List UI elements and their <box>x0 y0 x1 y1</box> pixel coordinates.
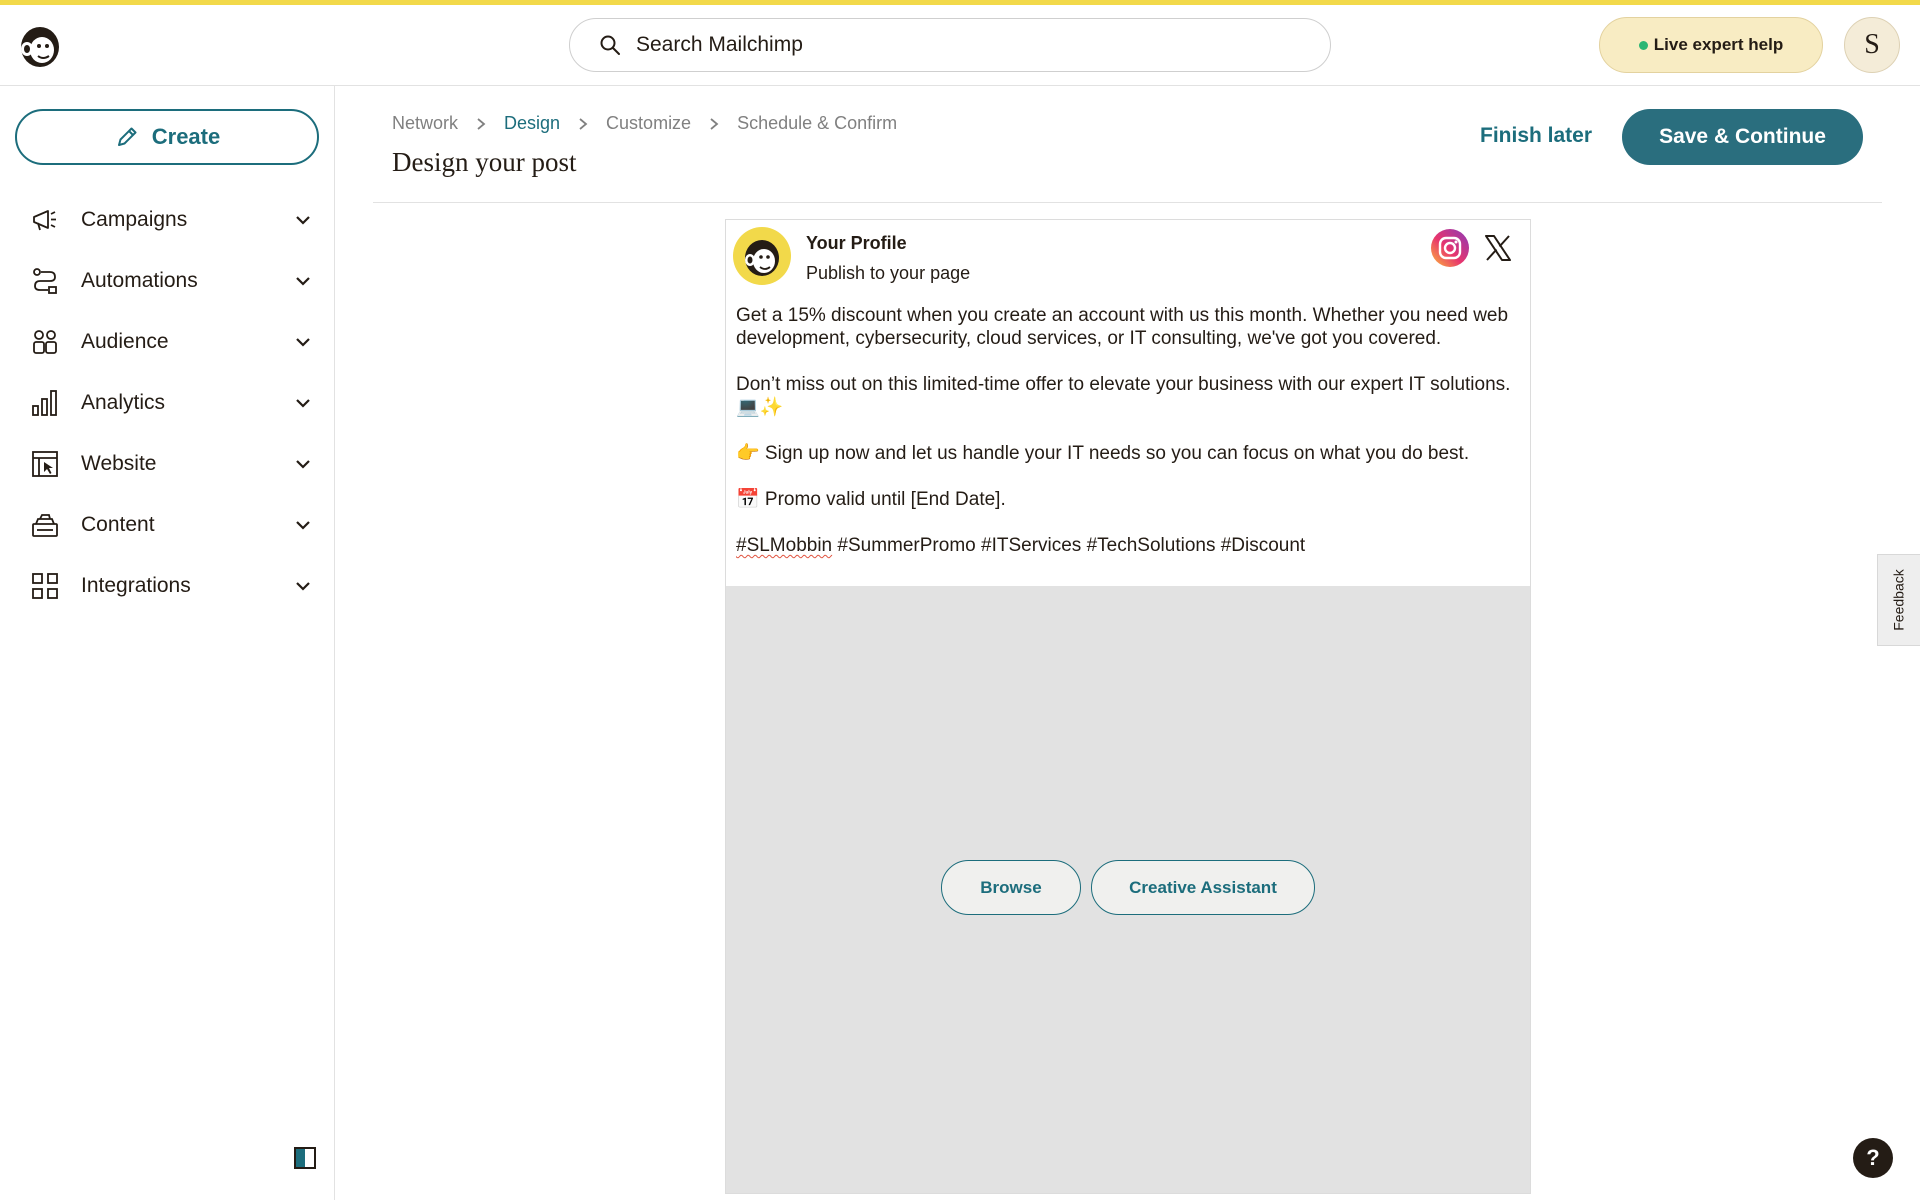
post-text[interactable] <box>736 304 1526 580</box>
create-button[interactable] <box>15 109 319 165</box>
sidebar-item-website[interactable] <box>0 436 335 492</box>
automation-icon <box>30 266 60 296</box>
media-dropzone <box>726 586 1530 1193</box>
chevron-down-icon <box>293 393 313 413</box>
sidebar-item-label: Integrations <box>81 574 191 597</box>
breadcrumb-customize[interactable]: Customize <box>606 113 692 133</box>
sidebar <box>0 86 335 1200</box>
save-continue-button[interactable]: Save & Continue <box>1622 109 1863 165</box>
search-icon <box>598 33 622 57</box>
chevron-down-icon <box>293 515 313 535</box>
chevron-down-icon <box>293 210 313 230</box>
user-avatar[interactable]: S <box>1844 17 1900 73</box>
feedback-tab[interactable] <box>1877 554 1920 646</box>
profile-subtitle: Publish to your page <box>806 263 971 283</box>
profile-avatar <box>733 227 791 285</box>
collapse-sidebar-icon[interactable] <box>293 1146 317 1170</box>
audience-icon <box>30 327 60 357</box>
create-label: Create <box>151 124 221 149</box>
mailchimp-logo-icon[interactable] <box>14 19 66 71</box>
breadcrumb <box>392 113 897 134</box>
breadcrumb-design[interactable]: Design <box>504 113 561 133</box>
sidebar-item-label: Automations <box>81 269 198 292</box>
header-divider <box>373 202 1882 203</box>
chevron-right-icon <box>474 117 488 131</box>
sidebar-item-label: Website <box>81 452 157 475</box>
search-placeholder: Search Mailchimp <box>636 33 803 56</box>
megaphone-icon <box>30 205 60 235</box>
post-paragraph: 👉 Sign up now and let us handle your IT needs so you can focus on what you do best. <box>736 443 1470 464</box>
mailchimp-avatar-icon <box>733 227 791 285</box>
sidebar-item-label: Content <box>81 513 155 536</box>
x-twitter-icon[interactable] <box>1482 232 1514 264</box>
pencil-icon <box>114 124 140 150</box>
post-hashtags <box>736 534 1526 557</box>
hashtags-rest: #SummerPromo #ITServices #TechSolutions #Discount <box>832 535 1306 556</box>
post-paragraph: 📅 Promo valid until [End Date]. <box>736 489 1006 510</box>
search-input[interactable] <box>569 18 1331 72</box>
sidebar-item-content[interactable] <box>0 497 335 553</box>
live-expert-help-button[interactable] <box>1599 17 1823 73</box>
instagram-icon[interactable] <box>1430 228 1470 268</box>
sidebar-item-analytics[interactable] <box>0 375 335 431</box>
hashtag-misspelled: #SLMobbin <box>736 535 833 556</box>
help-button[interactable]: ? <box>1853 1138 1893 1178</box>
sidebar-item-integrations[interactable] <box>0 558 335 614</box>
online-status-dot <box>1639 41 1648 50</box>
chevron-down-icon <box>293 454 313 474</box>
sidebar-item-label: Campaigns <box>81 208 188 231</box>
chevron-down-icon <box>293 271 313 291</box>
chevron-right-icon <box>576 117 590 131</box>
sidebar-item-campaigns[interactable] <box>0 192 335 248</box>
breadcrumb-network[interactable]: Network <box>392 113 459 133</box>
bar-chart-icon <box>30 388 60 418</box>
chevron-right-icon <box>707 117 721 131</box>
app-header <box>0 5 1920 86</box>
browse-button[interactable]: Browse <box>941 860 1081 915</box>
sidebar-item-label: Audience <box>81 330 169 353</box>
live-expert-help-label: Live expert help <box>1653 35 1784 54</box>
grid-icon <box>30 571 60 601</box>
sidebar-item-audience[interactable] <box>0 314 335 370</box>
page-title: Design your post <box>392 147 577 177</box>
creative-assistant-button[interactable]: Creative Assistant <box>1091 860 1315 915</box>
post-paragraph: Get a 15% discount when you create an account with us this month. Whether you need web development, cybersecurity, cloud services, or IT consulting, we've got you covered. <box>736 305 1509 349</box>
feedback-label: Feedback <box>1891 569 1908 631</box>
post-paragraph: Don’t miss out on this limited-time offer to elevate your business with our expert IT solutions. 💻✨ <box>736 374 1511 418</box>
chevron-down-icon <box>293 332 313 352</box>
website-icon <box>30 449 60 479</box>
breadcrumb-schedule-confirm[interactable]: Schedule & Confirm <box>737 113 898 133</box>
chevron-down-icon <box>293 576 313 596</box>
post-preview-card <box>725 219 1531 1194</box>
content-icon <box>30 510 60 540</box>
finish-later-button[interactable]: Finish later <box>1480 124 1593 147</box>
sidebar-item-label: Analytics <box>81 391 166 414</box>
sidebar-item-automations[interactable] <box>0 253 335 309</box>
profile-name: Your Profile <box>806 233 907 253</box>
